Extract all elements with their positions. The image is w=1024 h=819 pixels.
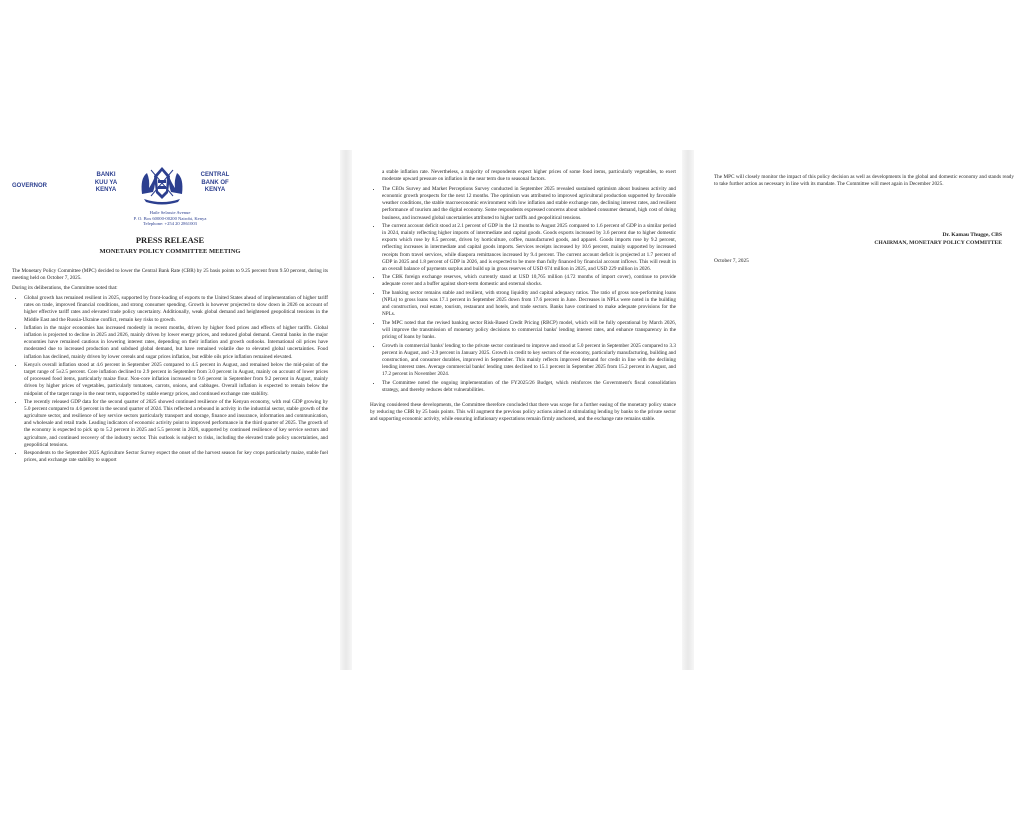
page-divider [340,150,352,670]
release-date: October 7, 2025 [714,258,749,264]
governor-label: GOVERNOR [12,183,48,189]
list-item: • Kenya's overall inflation stood at 4.6 percent in September 2025 compared to 4.5 percent in August, and remained below the mid-point of the target range of 5±2.5 percent. Core inflation declined to 2.9 percent in September from 3.0 percent in August, mainly on account of lower prices of processed food items, particularly maize flour. Non-core inflation increased to 9.6 percent in September from 9.2 percent in August, mainly driven by higher prices of vegetables, particularly tomatoes, carrots, onions, and cabbages. Overall inflation is expected to remain below the midpoint of the target range in the near term, supported by stable energy prices, and continued exchange rate stability. [24,362,328,397]
bank-left-line-2: KUU YA [94,179,118,186]
bank-name-swahili [84,172,128,195]
continued-paragraph: a stable inflation rate. Nevertheless, a majority of respondents expect higher prices of some food items, particularly vegetables, to exert moderate upward pressure on inflation in the near term due to seasonal factors. [382,169,676,183]
list-item: • The recently released GDP data for the second quarter of 2025 showed continued resilience of the Kenyan economy, with real GDP growing by 5.0 percent compared to 4.6 percent in the second quarter of 2024. This reflected a rebound in activity in the industrial sector, stable growth of the agriculture sector, and resilience of key service sectors particularly transport and storage, finance and insurance, information and communication, and wholesale and retail trade. Leading indicators of economic activity point to improved performance in the third quarter of 2025. The growth of the economy is expected to pick up to 5.2 percent in 2025 and 5.5 percent in 2026, supported by continued resilience of key service sectors and agriculture, and continued recovery of the industry sector. This outlook is subject to risks, including the elevated trade policy uncertainties, and geopolitical tensions. [24,399,328,449]
bank-right-line-1: CENTRAL [200,172,230,178]
signatory-name: Dr. Kamau Thugge, CBS [942,232,1002,238]
list-item: • Respondents to the September 2025 Agriculture Sector Survey expect the onset of the harvest season for key crops particularly maize, stable fuel prices, and exchange rate stability to support [24,450,328,464]
deliberations-lead: During its deliberations, the Committee noted that: [12,285,118,292]
list-item: • The banking sector remains stable and resilient, with strong liquidity and capital adequacy ratios. The ratio of gross non-performing loans (NPLs) to gross loans was 17.1 percent in September 2025 down from 17.6 percent in June. Decreases in NPLs were noted in the building and construction, real estate, tourism, restaurant and hotels, and trade sectors. Banks have continued to make adequate provisions for the NPLs. [382,290,676,318]
bank-left-line-3: KENYA [95,187,117,193]
signature-block [714,232,1002,247]
address-line-3: Telephone: +254 20 2861003 [143,221,197,227]
findings-list [12,295,328,464]
page-2 [352,150,682,670]
address-line-1: Haile Selassie Avenue [149,210,191,215]
page-1-body [12,268,328,466]
findings-list-continued [370,186,676,394]
conclusion-paragraph: Having considered these developments, the Committee therefore concluded that there was scope for a further easing of the monetary policy stance by reducing the CBR by 25 basis points. This will augment the previous policy actions aimed at stimulating lending by banks to the private sector and supporting economic activity, while ensuring inflationary expectations remain firmly anchored, and the exchange rate remains stable. [370,401,676,422]
bank-right-line-3: KENYA [204,187,226,193]
coat-of-arms-icon [138,164,186,206]
list-item: • The Committee noted the ongoing implementation of the FY2025/26 Budget, which reinforces the Government's fiscal consolidation strategy, and thereby reduces debt vulnerabilities. [382,380,676,394]
page-2-body [370,169,676,426]
page-3 [694,150,1024,670]
closing-paragraph: The MPC will closely monitor the impact of this policy decision as well as developments in the global and domestic economy and stands ready to take further action as necessary in line with its mandate. The Committee will meet again in December 2025. [714,174,1014,188]
list-item: • The CEOs Survey and Market Perceptions Survey conducted in September 2025 revealed sustained optimism about business activity and economic growth prospects for the next 12 months. The optimism was attributed to improved agricultural production supported by favorable weather conditions, the stable macroeconomic environment with low inflation and stable exchange rate, declining interest rates, and resilient performance of tourism and the digital economy. Some respondents expressed concerns about subdued consumer demand, high cost of doing business, and increased global uncertainties attributed to higher tariffs and geopolitical tensions. [382,186,676,221]
bank-right-line-2: BANK OF [201,179,229,186]
list-item: • The current account deficit stood at 2.1 percent of GDP in the 12 months to August 2025 compared to 1.6 percent of GDP in a similar period in 2024, mainly reflecting higher imports of intermediate and capital goods. Goods exports increased by 3.6 percent due to higher domestic exports which rose by 8.5 percent, driven by horticulture, coffee, manufactured goods, and apparel. Goods imports rose by 9.2 percent, reflecting increases in intermediate and capital goods imports. Services receipts increased by 10.6 percent, mainly supported by increased receipts from travel services, while diaspora remittances increased by 9.4 percent. The current account deficit is projected at 1.7 percent of GDP in 2025 and 1.8 percent of GDP in 2026, and is expected to be more than fully financed by financial account inflows. This will result in an overall balance of payments surplus and build up in gross reserves of USD 674 million in 2025, and USD 229 million in 2026. [382,223,676,273]
list-item: • The CBK foreign exchange reserves, which currently stand at USD 10,765 million (4.72 months of import cover), continue to provide adequate cover and a buffer against short-term domestic and external shocks. [382,274,676,288]
intro-paragraph: The Monetary Policy Committee (MPC) decided to lower the Central Bank Rate (CBR) by 25 basis points to 9.25 percent from 9.50 percent, during its meeting held on October 7, 2025. [12,268,328,282]
list-item: • Global growth has remained resilient in 2025, supported by front-loading of exports to the United States ahead of implementation of higher tariff rates on trade, improved financial conditions, and strong consumer spending. Growth is however projected to slow down in 2026 on account of higher effective tariff rates and elevated trade policy uncertainty. Additionally, weak global demand and heightened geopolitical tensions in the Middle East and the Russia-Ukraine conflict, remain key risks to growth. [24,295,328,323]
bank-left-line-1: BANKI [96,172,116,178]
address-line-2: P. O. Box 60000-00200 Nairobi, Kenya [133,215,207,221]
press-release-title: PRESS RELEASE [135,235,205,245]
list-item: • The MPC noted that the revised banking sector Risk-Based Credit Pricing (RBCP) model, which will be fully operational by March 2026, will improve the transmission of monetary policy decisions to commercial banks' lending interest rates, and enhance transparency in the pricing of loans by banks. [382,320,676,341]
page-divider [682,150,694,670]
list-item: • Inflation in the major economies has increased modestly in recent months, driven by higher food prices and effects of higher tariffs. Global inflation is projected to decline in 2025 and 2026, mainly driven by lower energy prices, and reduced global demand. Central banks in the major economies have remained cautious in lowering interest rates, depending on their inflation and growth outlooks. International oil prices have moderated due to increased production and subdued global demand, but have remained volatile due to elevated global uncertainties. Food inflation has declined, mainly driven by lower cereals and sugar prices inflation, but edible oils price inflation remained elevated. [24,325,328,360]
list-item: • Growth in commercial banks' lending to the private sector continued to improve and stood at 5.0 percent in September 2025 compared to 3.3 percent in August, and -2.9 percent in January 2025. Growth in credit to key sectors of the economy, particularly manufacturing, building and construction, and consumer durables, improved in September. This mainly reflects improved demand for credit in line with the declining lending interest rates. Average commercial banks' lending rates declined to 15.1 percent in September 2025 from 15.2 percent in August, and 17.2 percent in November 2024. [382,343,676,378]
bank-name-english [192,172,238,195]
signatory-title: CHAIRMAN, MONETARY POLICY COMMITTEE [874,239,1002,246]
page-1 [0,150,340,670]
meeting-subtitle: MONETARY POLICY COMMITTEE MEETING [99,248,241,255]
bank-address [0,210,340,227]
page-3-body [714,174,1014,191]
